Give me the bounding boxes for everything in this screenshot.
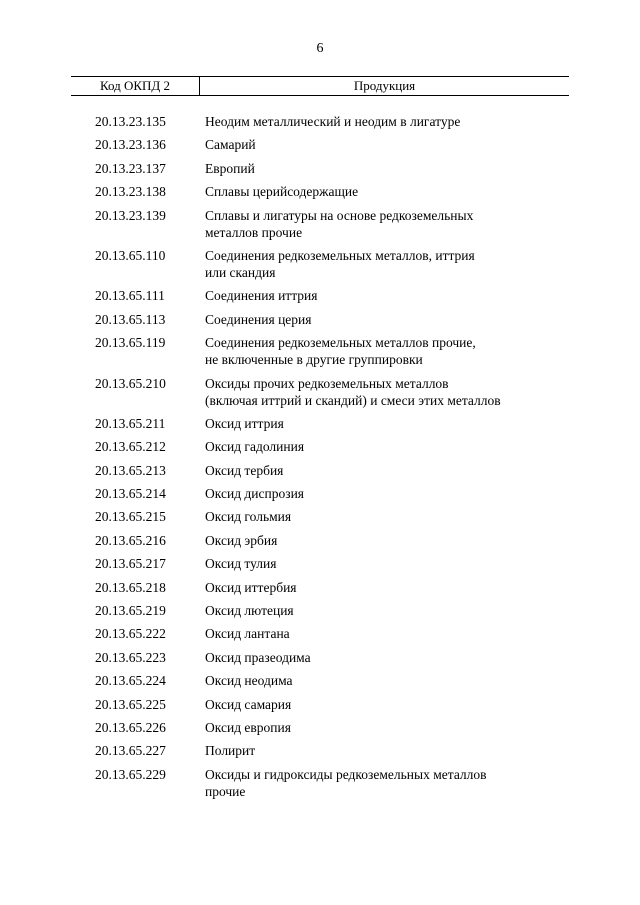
row-code: 20.13.65.119 — [95, 335, 166, 351]
row-product-line: Оксид тербия — [205, 462, 284, 478]
row-product-line: Оксид эрбия — [205, 532, 278, 548]
row-product-line: Сплавы и лигатуры на основе редкоземельных — [205, 207, 474, 223]
table-row — [0, 287, 640, 304]
table-row — [0, 766, 640, 800]
row-product-line: или скандия — [205, 264, 276, 280]
row-product-line: Соединения церия — [205, 311, 312, 327]
row-product-line: (включая иттрий и скандий) и смеси этих металлов — [205, 392, 501, 408]
table-body — [0, 113, 640, 806]
row-product — [205, 247, 535, 281]
row-product — [205, 579, 535, 596]
row-product-line: Оксид тулия — [205, 556, 277, 572]
row-product — [205, 438, 535, 455]
row-product-line: Оксид самария — [205, 696, 292, 712]
row-product — [205, 532, 535, 549]
page-number: 6 — [316, 41, 324, 56]
row-product — [205, 334, 535, 368]
table-row — [0, 207, 640, 241]
table-row — [0, 183, 640, 200]
row-product — [205, 113, 535, 130]
row-product-line: Оксид иттрия — [205, 415, 284, 431]
row-product — [205, 287, 535, 304]
table-row — [0, 579, 640, 596]
row-product-line: Оксид диспрозия — [205, 486, 305, 502]
row-product — [205, 160, 535, 177]
row-code: 20.13.65.223 — [95, 649, 166, 665]
row-product — [205, 375, 535, 409]
row-product-line: Соединения иттрия — [205, 288, 318, 304]
row-product — [205, 183, 535, 200]
table-row — [0, 113, 640, 130]
table-row — [0, 532, 640, 549]
row-product-line: Соединения редкоземельных металлов, иттрия — [205, 247, 475, 263]
row-product-line: Оксид гольмия — [205, 509, 292, 525]
table-row — [0, 696, 640, 713]
row-code: 20.13.65.219 — [95, 603, 166, 619]
table-row — [0, 311, 640, 328]
row-product-line: Оксид лютеция — [205, 603, 294, 619]
row-product — [205, 602, 535, 619]
row-code: 20.13.65.110 — [95, 247, 166, 263]
table-row — [0, 415, 640, 432]
table-row — [0, 462, 640, 479]
row-code: 20.13.23.138 — [95, 184, 166, 200]
row-product — [205, 207, 535, 241]
table-row — [0, 485, 640, 502]
row-code: 20.13.65.229 — [95, 766, 166, 782]
row-code: 20.13.23.137 — [95, 160, 166, 176]
row-code: 20.13.65.111 — [95, 288, 165, 304]
row-product-line: металлов прочие — [205, 224, 303, 240]
row-product-line: Самарий — [205, 137, 256, 153]
row-product — [205, 672, 535, 689]
row-product — [205, 766, 535, 800]
row-product-line: Сплавы церийсодержащие — [205, 184, 359, 200]
row-code: 20.13.23.139 — [95, 207, 166, 223]
row-product — [205, 696, 535, 713]
table-row — [0, 742, 640, 759]
row-product-line: Соединения редкоземельных металлов прочие, — [205, 335, 476, 351]
row-code: 20.13.65.212 — [95, 439, 166, 455]
row-code: 20.13.65.226 — [95, 719, 166, 735]
table-row — [0, 719, 640, 736]
row-code: 20.13.65.227 — [95, 743, 166, 759]
row-code: 20.13.65.217 — [95, 556, 166, 572]
row-product-line: Оксид иттербия — [205, 579, 297, 595]
table-row — [0, 247, 640, 281]
row-product — [205, 742, 535, 759]
table-row — [0, 438, 640, 455]
table-header — [71, 76, 569, 96]
row-product — [205, 462, 535, 479]
row-code: 20.13.65.211 — [95, 415, 166, 431]
row-product — [205, 485, 535, 502]
table-row — [0, 375, 640, 409]
row-product-line: Оксид гадолиния — [205, 439, 305, 455]
table-row — [0, 136, 640, 153]
table-row — [0, 508, 640, 525]
row-code: 20.13.65.113 — [95, 311, 166, 327]
row-code: 20.13.65.224 — [95, 673, 166, 689]
row-product-line: Оксид празеодима — [205, 649, 311, 665]
row-product — [205, 555, 535, 572]
header-product: Продукция — [353, 78, 416, 93]
row-code: 20.13.65.225 — [95, 696, 166, 712]
row-product — [205, 415, 535, 432]
row-product-line: Неодим металлический и неодим в лигатуре — [205, 114, 461, 129]
row-product-line: Европий — [205, 160, 255, 176]
row-code: 20.13.65.215 — [95, 509, 166, 525]
row-code: 20.13.23.135 — [95, 114, 166, 129]
row-product — [205, 649, 535, 666]
row-product — [205, 719, 535, 736]
row-product — [205, 311, 535, 328]
table-row — [0, 672, 640, 689]
row-product — [205, 625, 535, 642]
table-row — [0, 555, 640, 572]
row-product-line: Оксиды и гидроксиды редкоземельных металлов — [205, 766, 487, 782]
row-product-line: не включенные в другие группировки — [205, 352, 423, 368]
row-code: 20.13.65.222 — [95, 626, 166, 642]
row-code: 20.13.65.216 — [95, 532, 166, 548]
row-product-line: Оксид лантана — [205, 626, 290, 642]
row-code: 20.13.65.213 — [95, 462, 166, 478]
row-code: 20.13.23.136 — [95, 137, 166, 153]
row-code: 20.13.65.214 — [95, 486, 166, 502]
row-code: 20.13.65.218 — [95, 579, 166, 595]
row-code: 20.13.65.210 — [95, 375, 166, 391]
row-product — [205, 136, 535, 153]
table-row — [0, 625, 640, 642]
table-row — [0, 602, 640, 619]
table-row — [0, 334, 640, 368]
table-row — [0, 649, 640, 666]
row-product-line: Оксид европия — [205, 719, 291, 735]
row-product-line: Оксид неодима — [205, 673, 293, 689]
row-product-line: прочие — [205, 783, 246, 799]
row-product-line: Оксиды прочих редкоземельных металлов — [205, 375, 449, 391]
header-code: Код ОКПД 2 — [71, 77, 200, 95]
table-row — [0, 160, 640, 177]
row-product-line: Полирит — [205, 743, 256, 759]
row-product — [205, 508, 535, 525]
